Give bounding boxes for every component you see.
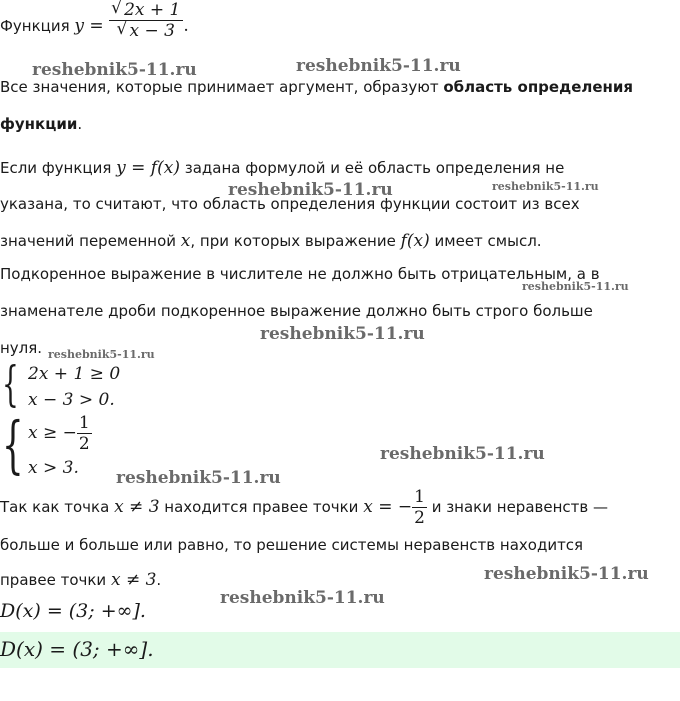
system2-brace: { [2,408,24,481]
para4-l3b: . [156,571,162,589]
paragraph-3-line1: Подкоренное выражение в числителе не должно быть отрицательным, а в [0,265,600,283]
para2-l1a: Если функция [0,159,117,177]
paragraph-4-line2: больше и больше или равно, то решение системы неравенств находится [0,536,584,554]
para2-l3a: значений переменной [0,232,181,250]
para4-math2a: x = − [363,497,413,517]
intro-dot: . [183,16,189,36]
paragraph-2-line1 [0,158,564,178]
watermark: reshebnik5-11.ru [228,180,393,200]
intro-prefix: Функция [0,17,75,35]
watermark: reshebnik5-11.ru [220,588,385,608]
main-fraction: √ 2x + 1 √ x − 3 [109,0,183,41]
para2-l1b: задана формулой и её область определения не [179,159,565,177]
system2-row1 [28,413,92,454]
para2-math2: x [180,231,191,251]
para1-text: Все значения, которые принимает аргумент, образуют [0,78,444,96]
watermark: reshebnik5-11.ru [32,60,197,80]
system2-num: 1 [78,413,90,433]
var-y: y [74,16,85,36]
paragraph-4-line1 [0,487,608,528]
paragraph-3-line3: нуля. [0,339,43,357]
equals: = [84,16,110,36]
para4-l3a: правее точки [0,571,111,589]
para4-num: 1 [414,487,425,507]
paragraph-domain-1b [0,115,82,133]
answer-line: D(x) = (3; +∞]. [0,637,154,661]
system1-row2: x − 3 > 0. [28,390,115,410]
watermark: reshebnik5-11.ru [116,468,281,488]
system2-row2: x > 3. [28,458,79,478]
function-definition [0,0,189,47]
result-line: D(x) = (3; +∞]. [0,600,146,622]
para4-l1c: и знаки неравенств — [426,498,608,516]
para4-math1: x ≠ 3 [114,497,160,517]
paragraph-4-line3 [0,570,161,590]
paragraph-2-line3 [0,231,542,251]
denominator-radicand: x − 3 [129,21,175,41]
system1-brace: { [2,356,19,412]
watermark: reshebnik5-11.ru [492,180,599,193]
para1-bold1: область определения [443,78,634,96]
para1-end: . [77,115,83,133]
numerator-radicand: 2x + 1 [124,0,181,20]
watermark: reshebnik5-11.ru [296,56,461,76]
system2-den: 2 [78,434,90,454]
system2-row1a: x ≥ − [28,423,77,443]
system2-fraction [77,413,92,454]
para1-bold2: функции [0,115,78,133]
para4-math3: x ≠ 3 [110,570,157,590]
para4-l1b: находится правее точки [159,498,364,516]
paragraph-3-line2: знаменателе дроби подкоренное выражение должно быть строго больше [0,302,593,320]
para4-l1a: Так как точка [0,498,115,516]
para2-math3: f(x) [400,231,430,251]
para4-fraction [412,487,427,528]
para4-den: 2 [414,508,425,528]
watermark: reshebnik5-11.ru [260,324,425,344]
watermark: reshebnik5-11.ru [484,564,649,584]
watermark: reshebnik5-11.ru [48,348,155,361]
system1-row1: 2x + 1 ≥ 0 [28,364,121,384]
paragraph-domain-1 [0,78,633,96]
watermark: reshebnik5-11.ru [522,280,629,293]
para2-math1: y = f(x) [116,158,180,178]
para2-l3c: имеет смысл. [429,232,542,250]
watermark: reshebnik5-11.ru [380,444,545,464]
paragraph-2-line2: указана, то считают, что область определения функции состоит из всех [0,195,580,213]
para2-l3b: , при которых выражение [190,232,401,250]
